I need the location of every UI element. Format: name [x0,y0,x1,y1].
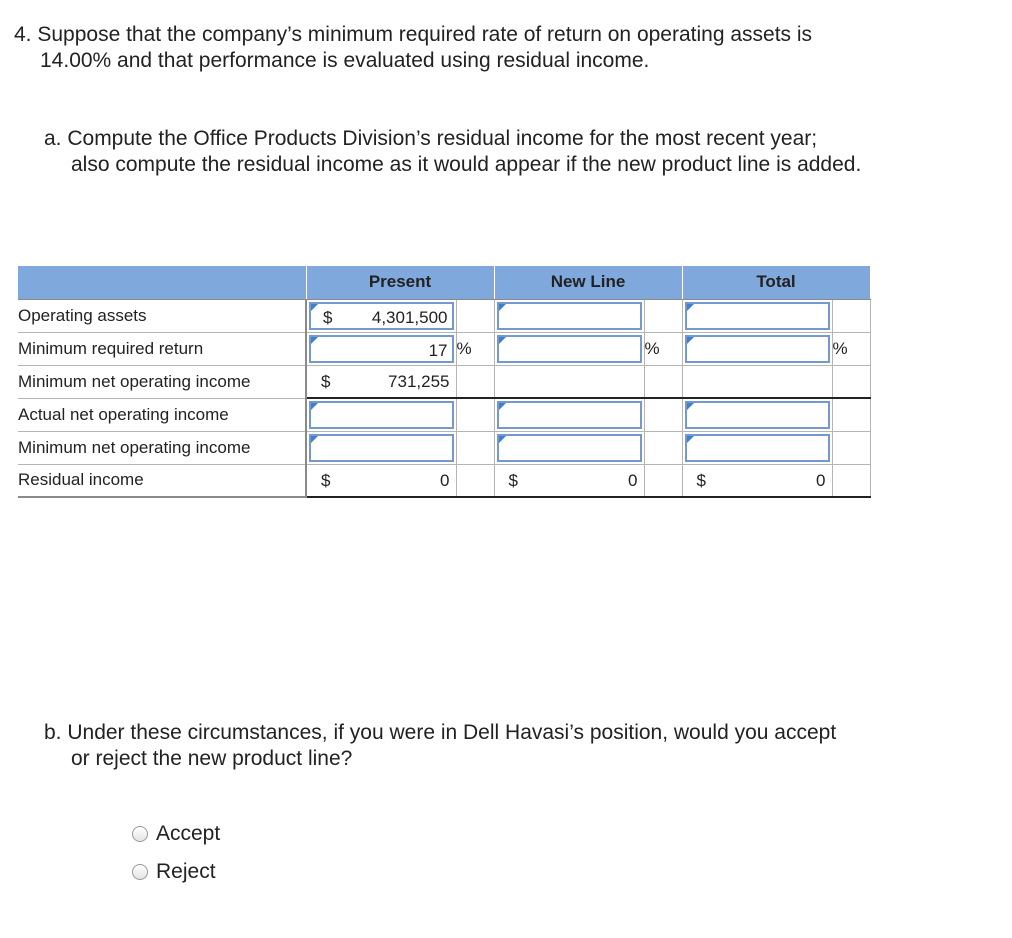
empty-cell [644,299,682,332]
new-residual-value: 0 [628,470,638,490]
present-actual-noi-cell [306,398,456,431]
new-min-noi-2-cell [494,431,644,464]
empty-cell [644,398,682,431]
currency-symbol: $ [323,307,333,327]
residual-income-table [18,266,871,498]
total-min-noi-cell [682,365,832,398]
empty-cell [832,398,870,431]
row-operating-assets [18,299,870,332]
accept-label: Accept [156,822,221,845]
total-operating-assets-input[interactable] [685,302,830,330]
empty-cell [456,398,494,431]
present-min-noi-value: 731,255 [388,371,450,391]
part-a-rest: also compute the residual income as it would appear if the new product line is added. [71,153,862,176]
new-min-noi-2-input[interactable] [497,434,642,462]
row-label: Minimum net operating income [18,365,306,398]
reject-label: Reject [156,860,216,883]
present-min-noi-2-cell [306,431,456,464]
new-operating-assets-cell [494,299,644,332]
empty-cell [456,431,494,464]
part-b-line1: b. Under these circumstances, if you were in Dell Havasi’s position, would you accept [44,721,837,744]
present-operating-assets-input[interactable] [309,302,454,330]
header-blank [18,266,306,299]
question-4-line2: 14.00% and that performance is evaluated using residual income. [40,49,650,72]
empty-cell [832,464,870,497]
row-label: Operating assets [18,299,306,332]
part-a-text [44,126,944,178]
total-residual-value: 0 [816,470,826,490]
new-actual-noi-cell [494,398,644,431]
new-residual-cell [494,464,644,497]
present-residual-value: 0 [440,470,450,490]
row-label: Minimum required return [18,332,306,365]
empty-cell [456,464,494,497]
present-min-return-cell [306,332,456,365]
empty-cell [456,299,494,332]
present-operating-assets-value: 4,301,500 [371,307,448,327]
new-actual-noi-input[interactable] [497,401,642,429]
new-min-return-input[interactable] [497,335,642,363]
currency-symbol: $ [508,470,518,490]
total-min-return-input[interactable] [685,335,830,363]
part-b-rest: or reject the new product line? [71,747,353,770]
percent-sign: % [832,332,870,365]
present-actual-noi-input[interactable] [309,401,454,429]
empty-cell [644,464,682,497]
row-residual-income [18,464,870,497]
present-residual-cell [306,464,456,497]
row-label: Residual income [18,464,306,497]
new-operating-assets-input[interactable] [497,302,642,330]
accept-radio[interactable] [132,826,148,842]
currency-symbol: $ [321,470,331,490]
percent-sign: % [456,332,494,365]
reject-radio[interactable] [132,864,148,880]
empty-cell [832,299,870,332]
row-actual-noi [18,398,870,431]
row-min-noi-2 [18,431,870,464]
present-min-noi-2-input[interactable] [309,434,454,462]
empty-cell [832,365,870,398]
present-min-noi-cell [306,365,456,398]
present-min-return-value: 17 [428,340,448,360]
total-actual-noi-input[interactable] [685,401,830,429]
total-residual-cell [682,464,832,497]
reject-option[interactable] [132,860,216,884]
header-present: Present [306,266,494,299]
header-total: Total [682,266,870,299]
question-4-line1: 4. Suppose that the company’s minimum required rate of return on operating assets is [14,23,813,46]
empty-cell [456,365,494,398]
present-min-return-input[interactable] [309,335,454,363]
empty-cell [644,431,682,464]
currency-symbol: $ [321,371,331,391]
currency-symbol: $ [696,470,706,490]
row-min-required-return [18,332,870,365]
part-b-text [44,720,944,772]
accept-option[interactable] [132,822,220,846]
empty-cell [832,431,870,464]
total-actual-noi-cell [682,398,832,431]
total-min-return-cell [682,332,832,365]
empty-cell [644,365,682,398]
part-a-line1: a. Compute the Office Products Division’s residual income for the most recent year; [44,127,818,150]
total-operating-assets-cell [682,299,832,332]
new-min-noi-cell [494,365,644,398]
question-4-text [14,22,944,74]
total-min-noi-2-cell [682,431,832,464]
new-min-return-cell [494,332,644,365]
header-new-line: New Line [494,266,682,299]
percent-sign: % [644,332,682,365]
present-operating-assets-cell [306,299,456,332]
total-min-noi-2-input[interactable] [685,434,830,462]
row-label: Actual net operating income [18,398,306,431]
row-label: Minimum net operating income [18,431,306,464]
row-min-noi [18,365,870,398]
